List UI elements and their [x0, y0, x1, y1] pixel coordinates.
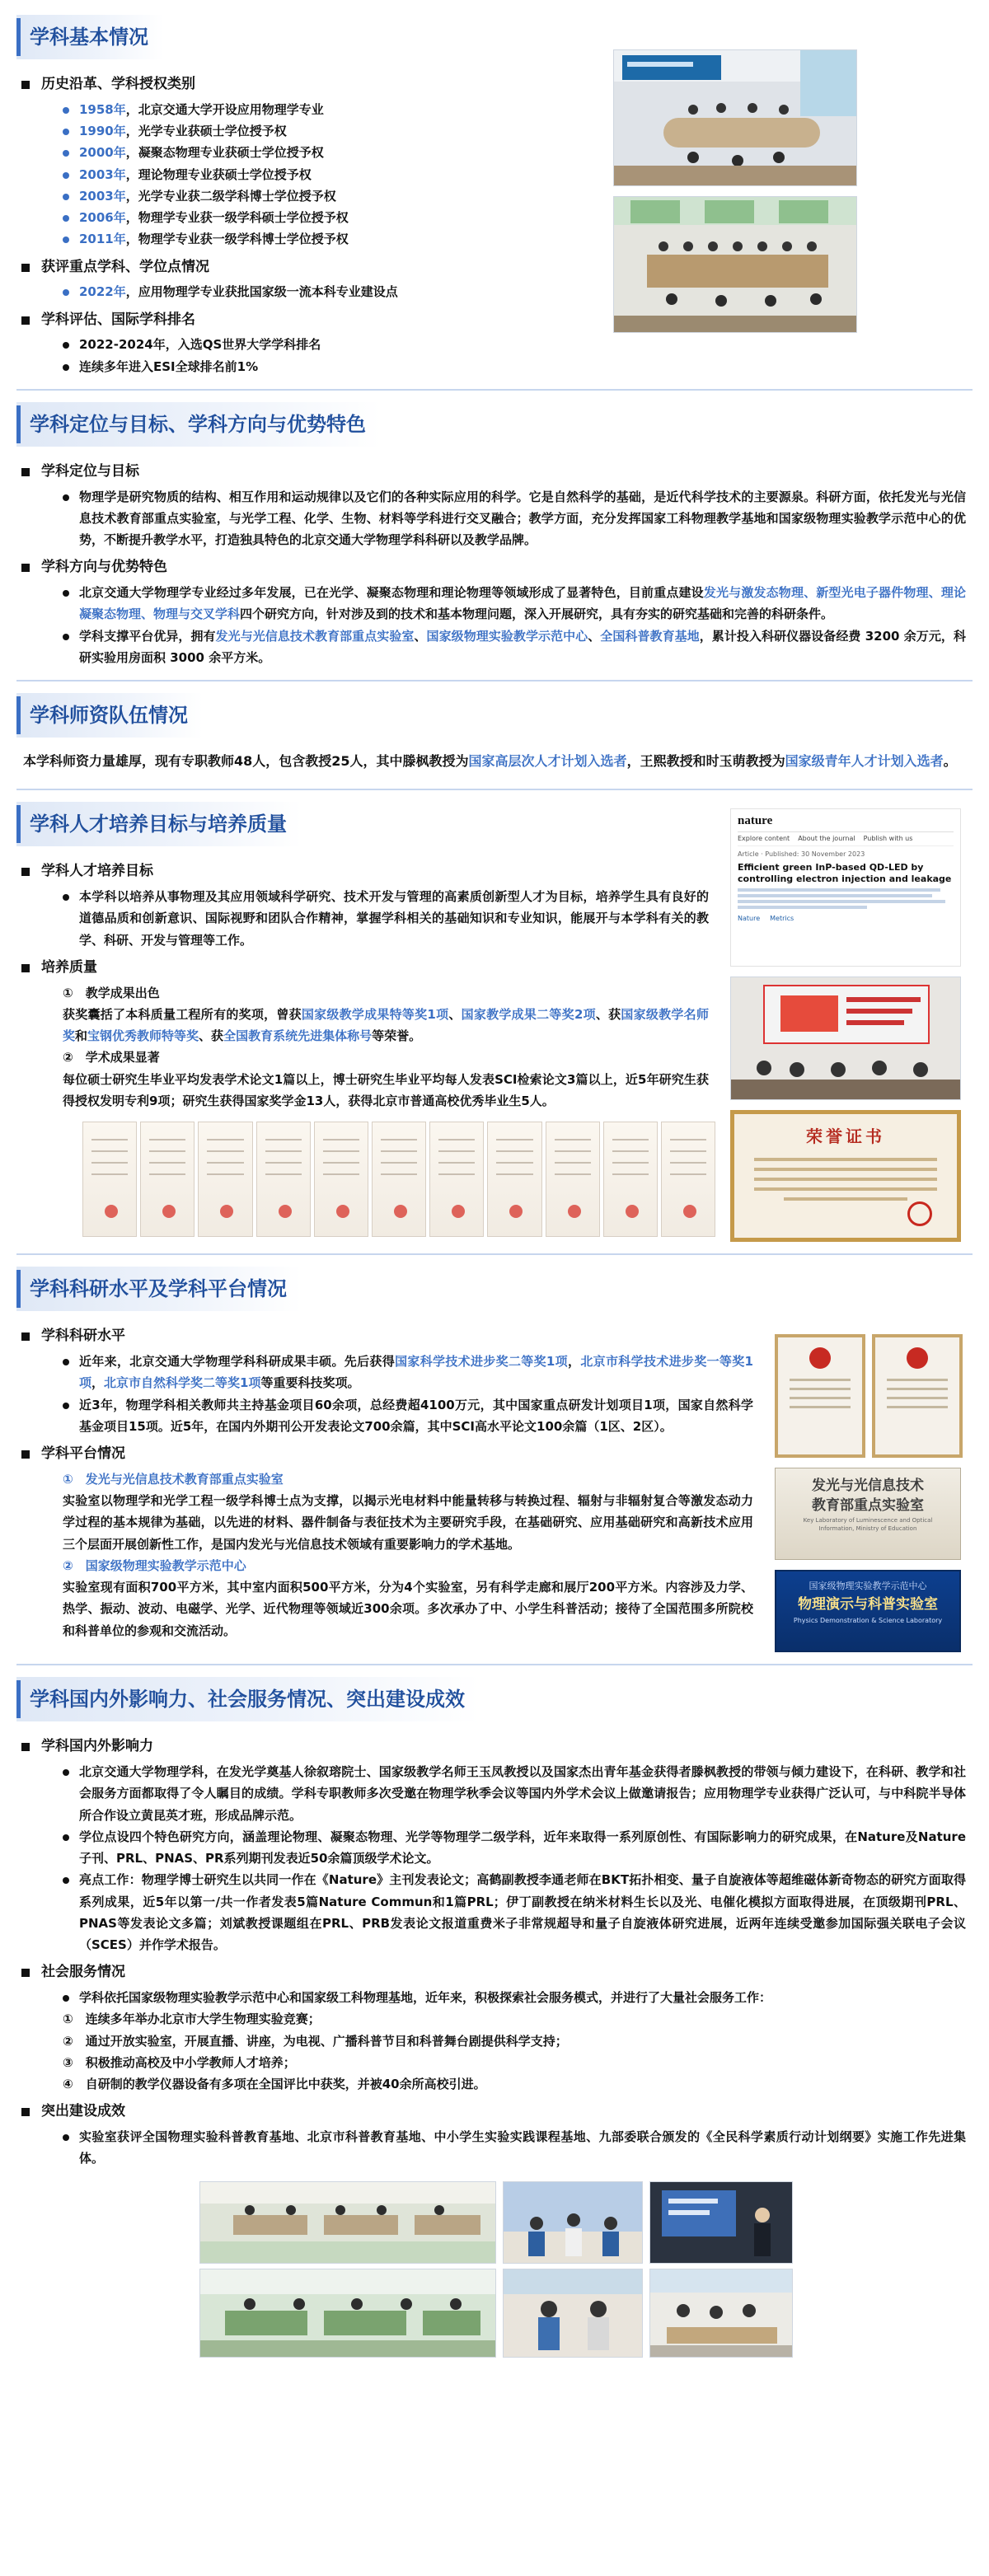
social-service-heading: 社会服务情况 — [16, 1960, 973, 1985]
metrics-link[interactable]: Metrics — [770, 915, 794, 923]
social-service-item: ② 通过开放实验室，开展直播、讲座，为电视、广播科普节目和科普舞台剧提供科学支持； — [63, 2033, 568, 2049]
positioning-text: 物理学是研究物质的结构、相互作用和运动规律以及它们的各种实际应用的科学。它是自然科学的基础，是近代科学技术的主要源泉。科研方面，依托发光与光信息技术教育部重点实验室，与光学工程、化学、生物、材料等学科进行交叉融合；教学方面，充分发挥国家工科物理教学基地和国家级物理实验教学示范中心的优势，不断提升教学水平，打造独具特色的北京交通大学物理学科科研以及教学品牌。 — [16, 486, 973, 551]
section-title-talent: 学科人才培养目标与培养质量 — [16, 802, 302, 846]
certificate-image — [82, 1122, 137, 1237]
direction-text: 北京交通大学物理学专业经过多年发展，已在光学、凝聚态物理和理论物理等领域形成了显著特色，目前重点建设发光与激发态物理、新型光电子器件物理、理论凝聚态物理、物理与交叉学科四个研究方向，针对涉及到的技术和基本物理问题，深入开展研究，具有夯实的研究基础和完善的科研条件。 — [16, 582, 973, 625]
history-item: 2011年，物理学专业获一级学科博士学位授予权 — [16, 228, 598, 250]
platform-heading: 学科平台情况 — [16, 1442, 760, 1467]
certificate-image — [487, 1122, 541, 1237]
journal-logo: nature — [738, 813, 954, 832]
meeting-room-photo — [613, 49, 857, 186]
section-positioning — [16, 391, 973, 668]
history-item: 2006年，物理学专业获一级学科硕士学位授予权 — [16, 207, 598, 228]
research-level-heading: 学科科研水平 — [16, 1324, 760, 1349]
outreach-photo-grid — [199, 2181, 973, 2358]
history-item: 2003年，理论物理专业获硕士学位授予权 — [16, 164, 598, 185]
science-show-photo — [503, 2181, 643, 2264]
teaching-result-heading: ① 教学成果出色 — [63, 985, 160, 1000]
award-certificates — [775, 1334, 973, 1458]
honor-lines — [734, 1158, 957, 1201]
basic-text — [16, 15, 598, 377]
seal-icon — [907, 1201, 932, 1226]
certificate-image — [140, 1122, 195, 1237]
certificate-image — [603, 1122, 658, 1237]
key-lab-plaque — [775, 1468, 961, 1560]
sign-en: Physics Demonstration & Science Laboratory — [793, 1617, 943, 1625]
certificate-image — [198, 1122, 252, 1237]
certificate-image — [429, 1122, 484, 1237]
basic-photos — [613, 15, 973, 377]
photo-column — [199, 2181, 496, 2358]
talent-goal-heading: 学科人才培养目标 — [16, 859, 715, 884]
social-service-item: ④ 自研制的教学仪器设备有多项在全国评比中获奖，并被40余所高校引进。 — [63, 2077, 486, 2092]
certificate-image — [546, 1122, 600, 1237]
student-experiment-photo — [503, 2269, 643, 2358]
nav-item[interactable]: About the journal — [798, 835, 855, 843]
talent-goal-text: 本学科以培养从事物理及其应用领域科学研究、技术开发与管理的高素质创新型人才为目标，培养学生具有良好的道德品质和创新意识、国际视野和团队合作精神，掌握学科相关的基础知识和专业知识，能展开与本学科有关的教学、科研、开发与管理等工作。 — [16, 886, 715, 951]
section-title-influence: 学科国内外影响力、社会服务情况、突出建设成效 — [16, 1677, 480, 1721]
lecture-photo — [649, 2181, 793, 2264]
research-award-text: 近年来，北京交通大学物理学科科研成果丰硕。先后获得国家科学技术进步奖二等奖1项，北京市科学技术进步奖一等奖1项，北京市自然科学奖二等奖1项等重要科技奖项。 — [16, 1351, 760, 1394]
academic-result-text: 每位硕士研究生毕业平均发表学术论文1篇以上，博士研究生毕业平均每人发表SCI检索论文3篇以上，近5年研究生获得授权发明专利9项；研究生获得国家奖学金13人，获得北京市普通高校优秀毕业生5人。 — [63, 1071, 709, 1108]
award-certificate-image — [872, 1334, 963, 1458]
demo-center-heading: ② 国家级物理实验教学示范中心 — [63, 1557, 246, 1573]
section-title-positioning: 学科定位与目标、学科方向与优势特色 — [16, 402, 381, 447]
teaching-result-text: 获奖囊括了本科质量工程所有的奖项，曾获国家级教学成果特等奖1项、国家教学成果二等奖2项、获国家级教学名师奖和宝钢优秀教师特等奖、获全国教育系统先进集体称号等荣誉。 — [63, 1006, 709, 1044]
photo-column — [649, 2181, 793, 2358]
section-title-faculty: 学科师资队伍情况 — [16, 693, 203, 738]
photo-column — [503, 2181, 643, 2358]
key-discipline-item: 2022年，应用物理学专业获批国家级一流本科专业建设点 — [16, 281, 598, 302]
journal-link[interactable]: Nature — [738, 915, 761, 923]
classroom-photo — [199, 2181, 496, 2264]
research-text — [16, 1255, 760, 1652]
history-item: 2000年，凝聚态物理专业获硕士学位授予权 — [16, 142, 598, 163]
section-influence — [16, 1665, 973, 2357]
key-lab-text: 实验室以物理学和光学工程一级学科博士点为支撑，以揭示光电材料中能量转移与转换过程、辐射与非辐射复合等激发态动力学过程的基本规律为基础，以先进的材料、器件制备与表征技术为主要研究手段，在基础研究、应用基础研究和高新技术应用三个层面开展创新性工作，是国内发光与光信息技术领域有重要影响力的学术基地。 — [63, 1493, 753, 1552]
sign-title: 物理演示与科普实验室 — [798, 1595, 938, 1613]
influence-item: 学位点设四个特色研究方向，涵盖理论物理、凝聚态物理、光学等物理学二级学科，近年来取得一系列原创性、有国际影响力的研究成果，在Nature及Nature子刊、PRL、PNAS、PR系列期刊发表近50余篇顶级学术论文。 — [16, 1826, 973, 1870]
history-list — [16, 99, 598, 251]
demo-center-sign — [775, 1570, 961, 1652]
section-research — [16, 1255, 973, 1652]
demo-center-text: 实验室现有面积700平方米，其中室内面积500平方米，分为4个实验室，另有科学走廊和展厅200平方米。内容涉及力学、热学、振动、波动、电磁学、光学、近代物理等领域近300余项。多次承办了中、小学生科普活动；接待了全国范围多所院校和科普单位的参观和交流活动。 — [63, 1580, 753, 1638]
social-service-item: ③ 积极推动高校及中小学教师人才培养； — [63, 2054, 296, 2070]
section-faculty — [16, 681, 973, 777]
academic-result-heading: ② 学术成果显著 — [63, 1050, 160, 1066]
history-item: 1958年，北京交通大学开设应用物理学专业 — [16, 99, 598, 120]
plaque-en-line: Key Laboratory of Luminescence and Optical — [803, 1516, 933, 1524]
faculty-text: 本学科师资力量雄厚，现有专职教师48人，包含教授25人，其中滕枫教授为国家高层次人才计划入选者，王熙教授和时玉萌教授为国家级青年人才计划入选者。 — [23, 753, 957, 769]
journal-nav — [738, 832, 954, 845]
section-title-basic: 学科基本情况 — [16, 15, 163, 59]
talent-images — [730, 790, 973, 1242]
ranking-heading: 学科评估、国际学科排名 — [16, 308, 598, 333]
history-item: 1990年，光学专业获硕士学位授予权 — [16, 120, 598, 142]
section-talent — [16, 790, 973, 1242]
social-service-intro: 学科依托国家级物理实验教学示范中心和国家级工科物理基地，近年来，积极探索社会服务模式，并进行了大量社会服务工作： — [16, 1987, 973, 2008]
achievement-text: 实验室获评全国物理实验科普教育基地、北京市科普教育基地、中小学生实验实践课程基地、九部委联合颁发的《全民科学素质行动计划纲要》实施工作先进集体。 — [16, 2126, 973, 2170]
article-meta: Article · Published: 30 November 2023 — [738, 850, 865, 858]
ranking-item: 连续多年进入ESI全球排名前1% — [16, 356, 598, 377]
history-item: 2003年，光学专业获二级学科博士学位授予权 — [16, 185, 598, 207]
honor-certificate — [730, 1110, 961, 1242]
key-discipline-heading: 获评重点学科、学位点情况 — [16, 255, 598, 280]
sign-subtitle: 国家级物理实验教学示范中心 — [809, 1581, 927, 1592]
certificate-image — [314, 1122, 368, 1237]
article-links — [738, 914, 954, 923]
direction-heading: 学科方向与优势特色 — [16, 555, 973, 580]
social-service-item: ① 连续多年举办北京市大学生物理实验竞赛； — [63, 2012, 321, 2027]
plaque-en-line: Information, Ministry of Education — [818, 1525, 917, 1533]
achievement-heading: 突出建设成效 — [16, 2100, 973, 2124]
lab-visit-photo — [199, 2269, 496, 2358]
certificate-image — [372, 1122, 426, 1237]
research-images — [775, 1255, 973, 1652]
certificate-image — [661, 1122, 715, 1237]
research-funding-text: 近3年，物理学科相关教师共主持基金项目60余项，总经费超4100万元，其中国家重点研发计划项目1项，国家自然科学基金项目15项。近5年，在国内外期刊公开发表论文700余篇，其中SCI高水平论文100余篇（1区、2区）。 — [16, 1394, 760, 1438]
nav-item[interactable]: Publish with us — [863, 835, 913, 843]
ranking-item: 2022-2024年，入选QS世界大学学科排名 — [16, 334, 598, 355]
support-platform-text: 学科支撑平台优异，拥有发光与光信息技术教育部重点实验室、国家级物理实验教学示范中心、全国科普教育基地，累计投入科研仪器设备经费 3200 余万元，科研实验用房面积 3000 余平方米。 — [16, 625, 973, 669]
positioning-heading: 学科定位与目标 — [16, 460, 973, 485]
key-lab-heading: ① 发光与光信息技术教育部重点实验室 — [63, 1471, 284, 1487]
certificate-strip — [16, 1122, 715, 1237]
article-title: Efficient green InP-based QD-LED by controlling electron injection and leakage — [738, 861, 952, 885]
plaque-line: 发光与光信息技术 — [812, 1478, 924, 1495]
certificate-image — [256, 1122, 311, 1237]
quality-heading: 培养质量 — [16, 956, 715, 981]
nature-paper-screenshot — [730, 808, 961, 967]
section-title-research: 学科科研水平及学科平台情况 — [16, 1267, 302, 1311]
kids-activity-photo — [649, 2269, 793, 2358]
section-basic — [16, 0, 973, 377]
history-heading: 历史沿革、学科授权类别 — [16, 73, 598, 97]
influence-heading: 学科国内外影响力 — [16, 1735, 973, 1759]
seminar-photo — [613, 196, 857, 333]
honor-title: 荣誉证书 — [806, 1126, 885, 1147]
teaching-award-photo — [730, 977, 961, 1100]
influence-item: 北京交通大学物理学科，在发光学奠基人徐叙瑢院士、国家级教学名师王玉凤教授以及国家杰出青年基金获得者滕枫教授的带领与倾力建设下，在科研、教学和社会服务方面都取得了令人瞩目的成绩。学科专职教师多次受邀在物理学秋季会议等国内外学术会议上做邀请报告；应用物理学专业获得广泛认可，与中科院半导体所合作设立黄昆英才班，形成品牌示范。 — [16, 1761, 973, 1826]
influence-item: 亮点工作：物理学博士研究生以共同一作在《Nature》主刊发表论文；高鹤副教授李通老师在BKT拓扑相变、量子自旋液体等超维磁体新奇物态的研究方面取得系列成果，近5年以第一/共一作者发表5篇Nature Commun和1篇PRL；伊丁副教授在纳米材料生长以及光、电催化模拟方面取得进展，在顶级期刊PRL、PNAS等发表论文多篇；刘斌教授课题组在PRL、PRB发表论文报道重费米子非常规超导和量子自旋液体研究进展，近两年连续受邀参加国际强关联电子会议（SCES）并作学术报告。 — [16, 1869, 973, 1955]
award-certificate-image — [775, 1334, 865, 1458]
author-lines — [738, 888, 954, 909]
talent-text — [16, 790, 715, 1242]
nav-item[interactable]: Explore content — [738, 835, 790, 843]
plaque-line: 教育部重点实验室 — [812, 1497, 924, 1515]
